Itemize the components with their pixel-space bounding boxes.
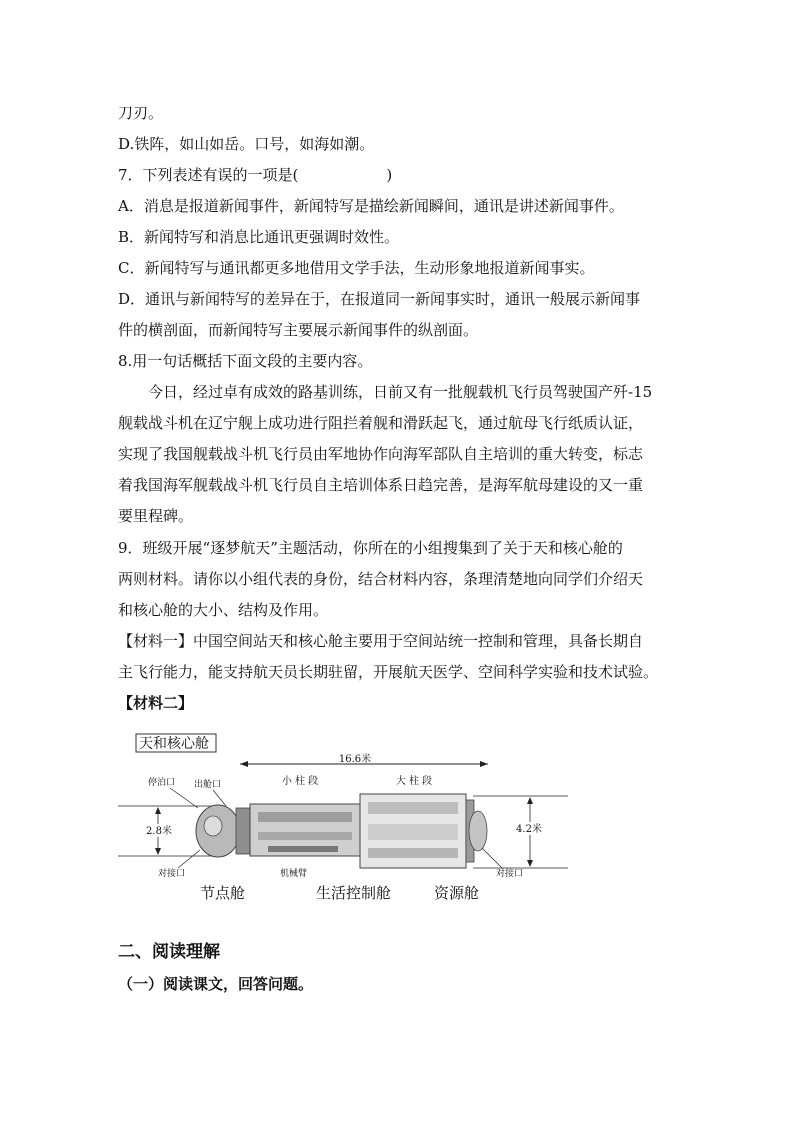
callout-line: [170, 788, 198, 808]
text-line: 主飞行能力，能支持航天员长期驻留，开展航天医学、空间科学实验和技术试验。: [118, 663, 659, 681]
berth-port-label: 停泊口: [148, 778, 176, 788]
question-9: 9．班级开展“逐梦航天”主题活动，你所在的小组搜集到了关于天和核心舱的: [118, 539, 623, 557]
left-diameter-label: 2.8米: [146, 826, 172, 837]
robotic-arm-label: 机械臂: [280, 869, 308, 879]
rear-docking-port-shape: [469, 811, 487, 851]
callout-line: [178, 850, 200, 868]
small-section-label: 小 柱 段: [281, 776, 319, 787]
option-c: C．新闻特写与通讯都更多地借用文学手法，生动形象地报道新闻事实。: [118, 259, 595, 277]
material-one: 【材料一】中国空间站天和核心舱主要用于空间站统一控制和管理，具备长期自: [118, 632, 644, 650]
question-8: 8.用一句话概括下面文段的主要内容。: [118, 352, 373, 370]
arrow-left-icon: [240, 761, 248, 767]
question-7: [118, 165, 392, 185]
text-line: 和核心舱的大小、结构及作用。: [118, 601, 329, 619]
docking-port-left-label: 对接口: [158, 869, 186, 879]
section-heading: 二、阅读理解: [118, 942, 220, 962]
text-line: D.铁阵，如山如岳。口号，如海如潮。: [118, 135, 375, 153]
callout-line: [482, 848, 502, 868]
arrow-down-icon: [527, 860, 533, 867]
option-b: B．新闻特写和消息比通讯更强调时效性。: [118, 228, 400, 246]
detail-band: [368, 848, 458, 858]
material-two-label: 【材料二】: [118, 694, 194, 712]
docking-port-right-label: 对接口: [496, 869, 524, 879]
passage-line: 实现了我国舰载战斗机飞行员由军地协作向海军部队自主培训的重大转变，标志: [118, 445, 644, 463]
passage-line: 着我国海军舰载战斗机飞行员自主培训体系日趋完善，是海军航母建设的又一重: [118, 476, 644, 494]
question-7-stem: 7．下列表述有误的一项是(: [118, 166, 299, 184]
exit-hatch-label: 出舱口: [194, 780, 222, 790]
resource-module-label: 资源舱: [434, 884, 480, 902]
text-line: 刀刃。: [118, 104, 164, 122]
detail-band: [368, 802, 458, 814]
arrow-up-icon: [527, 797, 533, 804]
arrow-down-icon: [155, 848, 161, 855]
tianhe-core-module-figure: [118, 728, 568, 910]
right-diameter-label: 4.2米: [516, 824, 542, 835]
option-d: D．通讯与新闻特写的差异在于，在报道同一新闻事实时，通讯一般展示新闻事: [118, 290, 641, 308]
arrow-right-icon: [480, 761, 488, 767]
node-ring-shape: [236, 808, 250, 854]
detail-band: [258, 832, 352, 840]
subheading: （一）阅读课文，回答问题。: [118, 975, 314, 993]
node-hatch-shape: [204, 816, 222, 836]
robotic-arm-shape: [268, 846, 338, 852]
option-a: A．消息是报道新闻事件，新闻特写是描绘新闻瞬间，通讯是讲述新闻事件。: [118, 197, 624, 215]
large-section-label: 大 柱 段: [395, 776, 433, 787]
callout-line: [213, 790, 226, 806]
passage-line: 舰载战斗机在辽宁舰上成功进行阻拦着舰和滑跃起飞，通过航母飞行纸质认证，: [118, 414, 644, 432]
figure-title: 天和核心舱: [139, 736, 209, 752]
node-module-label: 节点舱: [200, 884, 246, 902]
passage-line: 今日，经过卓有成效的路基训练，日前又有一批舰载机飞行员驾驶国产歼-15: [148, 383, 653, 401]
arrow-up-icon: [155, 807, 161, 814]
life-module-label: 生活控制舱: [316, 884, 392, 902]
detail-band: [258, 812, 352, 822]
passage-line: 要里程碑。: [118, 507, 194, 525]
detail-band: [368, 824, 458, 840]
question-7-paren: ): [386, 166, 393, 184]
text-line: 件的横剖面，而新闻特写主要展示新闻事件的纵剖面。: [118, 321, 479, 339]
text-line: 两则材料。请你以小组代表的身份，结合材料内容，条理清楚地向同学们介绍天: [118, 570, 644, 588]
length-label: 16.6米: [338, 754, 372, 765]
